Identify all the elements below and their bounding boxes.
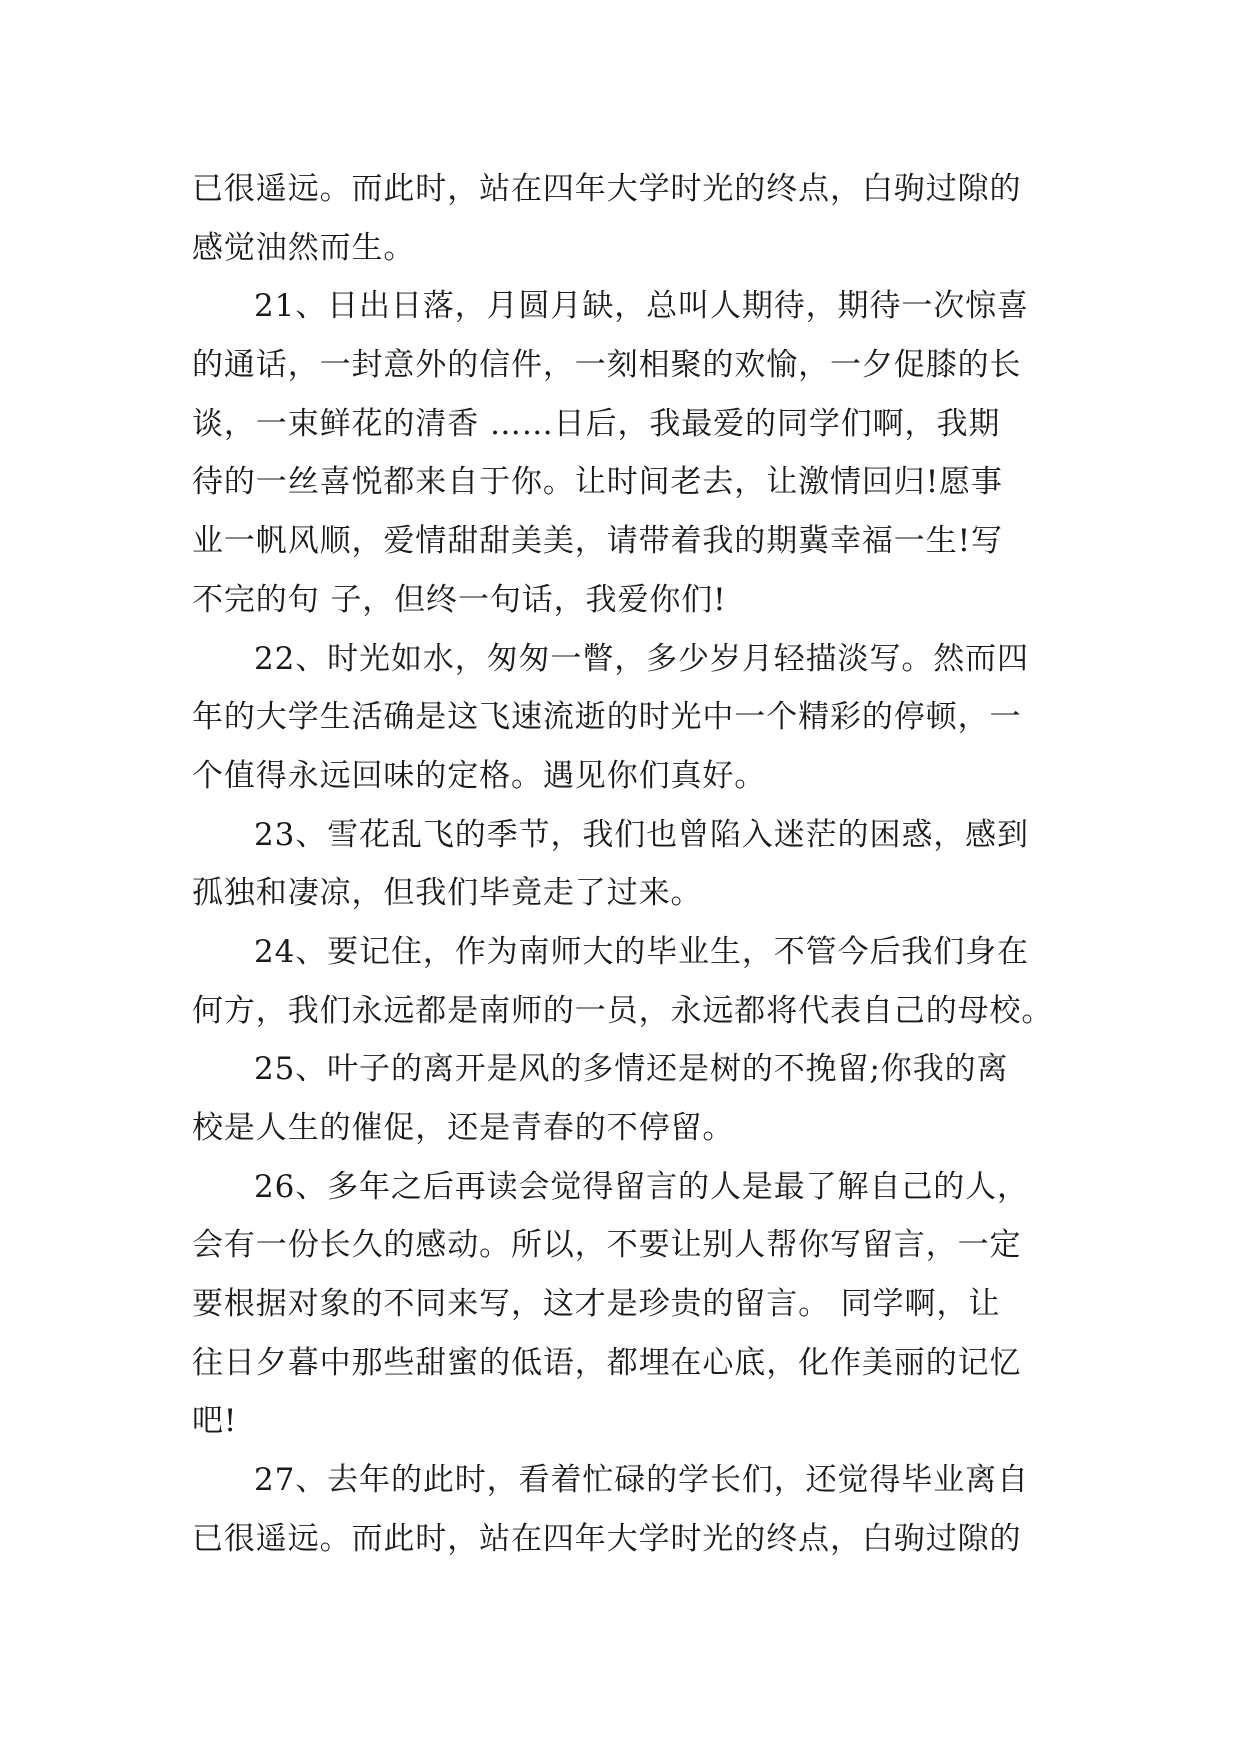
paragraph-27: [192, 1451, 1048, 1568]
paragraph-24: [192, 923, 1054, 1040]
text-line: 要根据对象的不同来写，这才是珍贵的留言。 同学啊，让: [192, 1286, 1001, 1323]
text-line: 校是人生的催促，还是青春的不停留。: [192, 1110, 735, 1146]
text-line: 何方，我们永远都是南师的一员，永远都将代表自己的母校。: [192, 992, 1054, 1029]
text-line: 个值得永远回味的定格。遇见你们真好。: [192, 757, 767, 794]
text-line: 孤独和凄凉，但我们毕竟走了过来。: [192, 875, 703, 912]
text-line: 的通话，一封意外的信件，一刻相聚的欢愉，一夕促膝的长: [192, 347, 1022, 384]
text-line: 业一帆风顺，爱情甜甜美美，请带着我的期冀幸福一生!写: [192, 523, 1003, 560]
paragraph-21: [192, 277, 1048, 629]
text-line: 22、时光如水，匆匆一瞥，多少岁月轻描淡写。然而四: [254, 640, 1029, 677]
paragraph-20-continued: [192, 160, 1048, 277]
text-line: 27、去年的此时，看着忙碌的学长们，还觉得毕业离自: [254, 1462, 1029, 1499]
text-line: 不完的句 子，但终一句话，我爱你们!: [192, 581, 727, 618]
paragraph-25: [192, 1040, 1048, 1157]
text-line: 吧!: [192, 1403, 238, 1440]
paragraph-22: [192, 630, 1048, 806]
paragraph-26: [192, 1158, 1048, 1451]
paragraph-23: [192, 806, 1048, 923]
text-line: 25、叶子的离开是风的多情还是树的不挽留;你我的离: [254, 1051, 1009, 1088]
text-line: 已很遥远。而此时，站在四年大学时光的终点，白驹过隙的: [192, 171, 1022, 207]
text-line: 待的一丝喜悦都来自于你。让时间老去，让激情回归!愿事: [192, 464, 1003, 501]
text-line: 24、要记住，作为南师大的毕业生，不管今后我们身在: [254, 933, 1029, 970]
text-line: 已很遥远。而此时，站在四年大学时光的终点，白驹过隙的: [192, 1520, 1022, 1557]
document-body: [192, 160, 1054, 1569]
text-line: 感觉油然而生。: [192, 229, 416, 266]
text-line: 21、日出日落，月圆月缺，总叫人期待，期待一次惊喜: [254, 288, 1029, 325]
text-line: 往日夕暮中那些甜蜜的低语，都埋在心底，化作美丽的记忆: [192, 1344, 1022, 1381]
text-line: 会有一份长久的感动。所以，不要让别人帮你写留言，一定: [192, 1227, 1022, 1264]
text-line: 26、多年之后再读会觉得留言的人是最了解自己的人，: [254, 1168, 1029, 1205]
text-line: 23、雪花乱飞的季节，我们也曾陷入迷茫的困惑，感到: [254, 816, 1029, 853]
text-line: 年的大学生活确是这飞速流逝的时光中一个精彩的停顿，一: [192, 699, 1022, 736]
text-line: 谈，一束鲜花的清香 ……日后，我最爱的同学们啊，我期: [192, 405, 1001, 442]
